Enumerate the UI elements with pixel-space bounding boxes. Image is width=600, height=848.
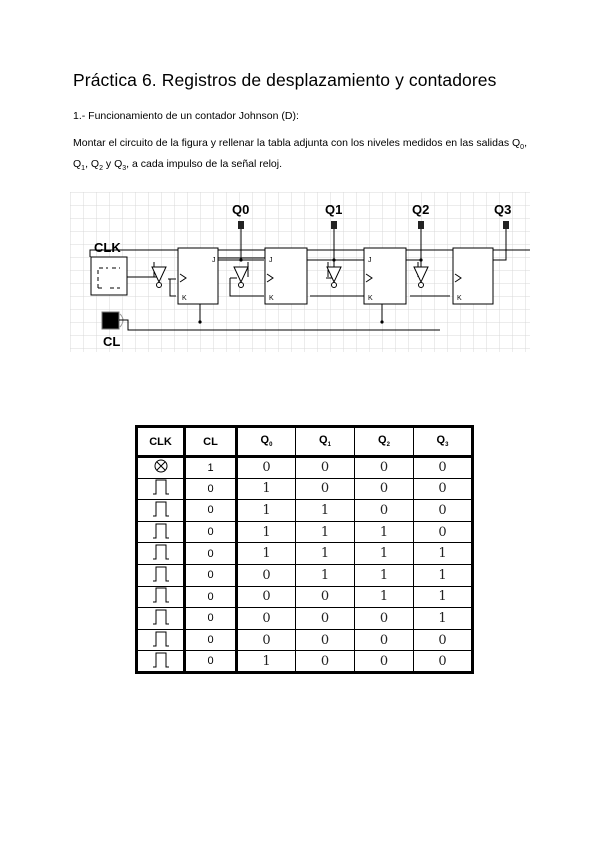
probe-q0-label: Q0 xyxy=(232,202,250,217)
q3-value: 0 xyxy=(414,521,473,543)
q0-value: 0 xyxy=(237,586,296,608)
table-row xyxy=(137,608,473,630)
cl-value: 0 xyxy=(185,478,237,500)
clk-label: CLK xyxy=(94,240,121,255)
ff1-j-pin: J xyxy=(212,257,216,264)
q1-value: 0 xyxy=(296,651,355,673)
q0-value: 0 xyxy=(237,608,296,630)
q1-value: 0 xyxy=(296,608,355,630)
col-q2-sub: 2 xyxy=(386,442,390,449)
q0-value: 1 xyxy=(237,500,296,522)
col-q3 xyxy=(414,427,473,457)
probe-q3-label: Q3 xyxy=(494,202,512,217)
probe-q3-icon xyxy=(503,221,509,229)
flip-flop-2 xyxy=(265,248,307,304)
cl-value: 0 xyxy=(185,651,237,673)
q2-value: 1 xyxy=(355,586,414,608)
table-header-row xyxy=(137,427,473,457)
ff1-k-pin: K xyxy=(182,295,187,302)
truth-table xyxy=(135,425,474,674)
flip-flop-4 xyxy=(453,248,493,304)
q2-value: 1 xyxy=(355,564,414,586)
q3-value: 0 xyxy=(414,500,473,522)
intro-sub: 0 xyxy=(520,144,525,152)
probe-q2-label: Q2 xyxy=(412,202,430,217)
cl-value: 1 xyxy=(185,457,237,479)
ff3-k-pin: K xyxy=(368,295,373,302)
table-row xyxy=(137,651,473,673)
probe-q2-icon xyxy=(418,221,424,229)
ff2-k-pin: K xyxy=(269,295,274,302)
cl-value: 0 xyxy=(185,629,237,651)
ff4-k-pin: K xyxy=(457,295,462,302)
col-q2-label: Q xyxy=(378,434,387,447)
table-row xyxy=(137,500,473,522)
q0-value: 1 xyxy=(237,478,296,500)
clock-pulse-icon xyxy=(137,521,185,543)
page-title: Práctica 6. Registros de desplazamiento y contadores xyxy=(73,70,497,90)
table-row xyxy=(137,564,473,586)
q1-value: 1 xyxy=(296,521,355,543)
q3-value: 1 xyxy=(414,608,473,630)
flip-flop-3 xyxy=(364,248,406,304)
q3-value: 1 xyxy=(414,543,473,565)
ff2-j-pin: J xyxy=(269,257,273,264)
col-q2 xyxy=(355,427,414,457)
cl-label: CL xyxy=(103,334,121,349)
col-q1 xyxy=(296,427,355,457)
q1-value: 1 xyxy=(296,564,355,586)
q2-value: 0 xyxy=(355,457,414,479)
johnson-counter-circuit xyxy=(70,192,530,352)
q0-value: 0 xyxy=(237,457,296,479)
q3-value: 1 xyxy=(414,586,473,608)
q3-value: 0 xyxy=(414,457,473,479)
intro-text: , Q xyxy=(73,137,527,171)
clock-pulse-icon xyxy=(137,608,185,630)
intro-text: , a cada impulso de la señal reloj. xyxy=(126,158,283,171)
clock-pulse-icon xyxy=(137,564,185,586)
q0-value: 0 xyxy=(237,564,296,586)
col-q1-sub: 1 xyxy=(327,442,331,449)
cl-value: 0 xyxy=(185,521,237,543)
q1-value: 1 xyxy=(296,500,355,522)
q2-value: 0 xyxy=(355,608,414,630)
intro-text: y Q xyxy=(103,158,123,171)
q3-value: 0 xyxy=(414,651,473,673)
q0-value: 1 xyxy=(237,521,296,543)
q2-value: 1 xyxy=(355,521,414,543)
col-q0 xyxy=(237,427,296,457)
cl-value: 0 xyxy=(185,543,237,565)
table-row xyxy=(137,629,473,651)
clock-pulse-icon xyxy=(137,629,185,651)
cl-switch-icon xyxy=(102,312,119,329)
intro-text: , Q xyxy=(85,158,100,171)
intro-sub: 3 xyxy=(122,165,127,173)
q3-value: 1 xyxy=(414,564,473,586)
clock-pulse-icon xyxy=(137,500,185,522)
q2-value: 0 xyxy=(355,500,414,522)
col-q0-label: Q xyxy=(260,434,270,447)
col-clk: CLK xyxy=(137,427,185,457)
cl-value: 0 xyxy=(185,608,237,630)
probe-q1-label: Q1 xyxy=(325,202,343,217)
intro-sub: 2 xyxy=(99,165,103,173)
ff3-j-pin: J xyxy=(368,257,372,264)
q0-value: 1 xyxy=(237,651,296,673)
q1-value: 0 xyxy=(296,457,355,479)
q2-value: 0 xyxy=(355,651,414,673)
table-row xyxy=(137,478,473,500)
col-q0-sub: 0 xyxy=(269,442,273,449)
table-row xyxy=(137,521,473,543)
clock-pulse-icon xyxy=(137,586,185,608)
q0-value: 0 xyxy=(237,629,296,651)
clock-pulse-icon xyxy=(137,478,185,500)
col-q1-label: Q xyxy=(319,434,328,447)
q0-value: 1 xyxy=(237,543,296,565)
probe-q0-icon xyxy=(238,221,244,229)
cl-value: 0 xyxy=(185,586,237,608)
q2-value: 0 xyxy=(355,629,414,651)
q2-value: 0 xyxy=(355,478,414,500)
probe-q1-icon xyxy=(331,221,337,229)
clear-symbol-icon xyxy=(137,457,185,479)
table-row xyxy=(137,543,473,565)
q1-value: 0 xyxy=(296,478,355,500)
cl-value: 0 xyxy=(185,500,237,522)
col-q3-sub: 3 xyxy=(445,442,449,449)
q1-value: 0 xyxy=(296,586,355,608)
q3-value: 0 xyxy=(414,629,473,651)
clock-pulse-icon xyxy=(137,543,185,565)
col-cl: CL xyxy=(185,427,237,457)
intro-sub: 1 xyxy=(81,165,86,173)
q2-value: 1 xyxy=(355,543,414,565)
intro-text: Montar el circuito de la figura y rellenar la tabla adjunta con los niveles medidos en las salidas Q xyxy=(73,137,521,149)
table-row xyxy=(137,586,473,608)
table-row xyxy=(137,457,473,479)
q1-value: 1 xyxy=(296,543,355,565)
section-heading: 1.- Funcionamiento de un contador Johnson (D): xyxy=(73,110,299,122)
col-q3-label: Q xyxy=(436,434,446,447)
flip-flop-1 xyxy=(178,248,218,304)
clock-pulse-icon xyxy=(137,651,185,673)
instructions-paragraph xyxy=(73,135,527,177)
q1-value: 0 xyxy=(296,629,355,651)
cl-value: 0 xyxy=(185,564,237,586)
q3-value: 0 xyxy=(414,478,473,500)
clock-source-icon xyxy=(91,257,127,295)
